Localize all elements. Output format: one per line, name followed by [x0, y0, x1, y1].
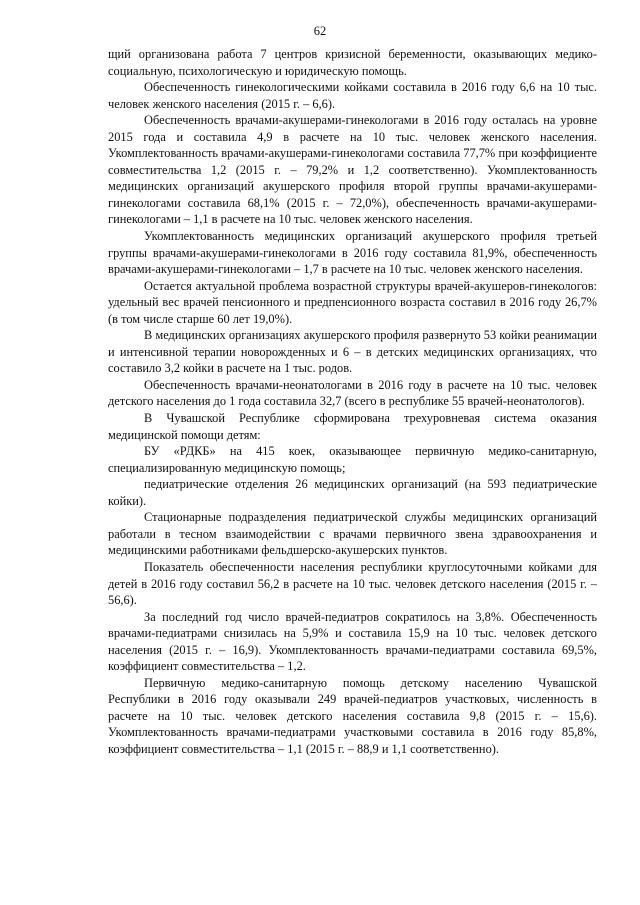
paragraph-11: Стационарные подразделения педиатрической службы медицинских организаций работали в тесном взаимодействии с врачами первичного звена здравоохранения и медицинскими работниками фельдшерско-акушерских пунктов.: [108, 510, 597, 558]
paragraph-1: щий организована работа 7 центров кризисной беременности, оказывающих медико-социальную, психологическую и юридическую помощь.: [108, 47, 597, 78]
body-text: [108, 46, 597, 758]
paragraph-14: Первичную медико-санитарную помощь детскому населению Чувашской Республики в 2016 году оказывали 249 врачей-педиатров участковых, численность в расчете на 10 тыс. человек детского населения составила 9,8 (2015 г. – 15,6). Укомплектованность врачами-педиатрами участковыми составила в 2016 году 85,8%, коэффициент совместительства – 1,1 (2015 г. – 88,9 и 1,1 соответственно).: [108, 675, 597, 756]
page-number: 62: [313, 24, 327, 38]
paragraph-3: Обеспеченность врачами-акушерами-гинекологами в 2016 году осталась на уровне 2015 года и составила 4,9 в расчете на 10 тыс. человек женского населения. Укомплектованность врачами-акушерами-гинекологами составила 77,7% при коэффициенте совместительства 1,2 (2015 г. – 79,2% и 1,2 соответственно). Укомплектованность медицинских организаций акушерского профиля второй группы врачами-акушерами-гинекологами составила 68,1% (2015 г. – 72,0%), обеспеченность врачами-акушерами-гинекологами – 1,1 в расчете на 10 тыс. человек женского населения.: [108, 113, 597, 227]
paragraph-4: Укомплектованность медицинских организаций акушерского профиля третьей группы врачами-акушерами-гинекологами в 2016 году составила 81,9%, обеспеченность врачами-акушерами-гинекологами – 1,7 в расчете на 10 тыс. человек женского населения.: [108, 229, 597, 277]
paragraph-2: Обеспеченность гинекологическими койками составила в 2016 году 6,6 на 10 тыс. человек женского населения (2015 г. – 6,6).: [108, 80, 597, 111]
paragraph-8: В Чувашской Республике сформирована трехуровневая система оказания медицинской помощи детям:: [108, 411, 597, 442]
paragraph-5: Остается актуальной проблема возрастной структуры врачей-акушеров-гинекологов: удельный вес врачей пенсионного и предпенсионного возраста составил в 2016 году 26,7% (в том числе старше 60 лет 19,0%).: [108, 278, 597, 326]
paragraph-10: педиатрические отделения 26 медицинских организаций (на 593 педиатрические койки).: [108, 477, 597, 508]
paragraph-13: За последний год число врачей-педиатров сократилось на 3,8%. Обеспеченность врачами-педиатрами снизилась на 5,9% и составила 15,9 на 10 тыс. человек детского населения (2015 г. – 16,9). Укомплектованность врачами-педиатрами составила 69,5%, коэффициент совместительства – 1,2.: [108, 609, 597, 674]
paragraph-9: БУ «РДКБ» на 415 коек, оказывающее первичную медико-санитарную, специализированную медицинскую помощь;: [108, 444, 597, 475]
paragraph-7: Обеспеченность врачами-неонатологами в 2016 году в расчете на 10 тыс. человек детского населения до 1 года составила 32,7 (всего в республике 55 врачей-неонатологов).: [108, 377, 597, 409]
paragraph-12: Показатель обеспеченности населения республики круглосуточными койками для детей в 2016 году составил 56,2 в расчете на 10 тыс. человек детского населения (2015 г. – 56,6).: [108, 559, 597, 608]
paragraph-6: В медицинских организациях акушерского профиля развернуто 53 койки реанимации и интенсивной терапии новорожденных и 6 – в детских медицинских организациях, что составило 3,2 койки в расчете на 1 тыс. родов.: [108, 328, 597, 376]
